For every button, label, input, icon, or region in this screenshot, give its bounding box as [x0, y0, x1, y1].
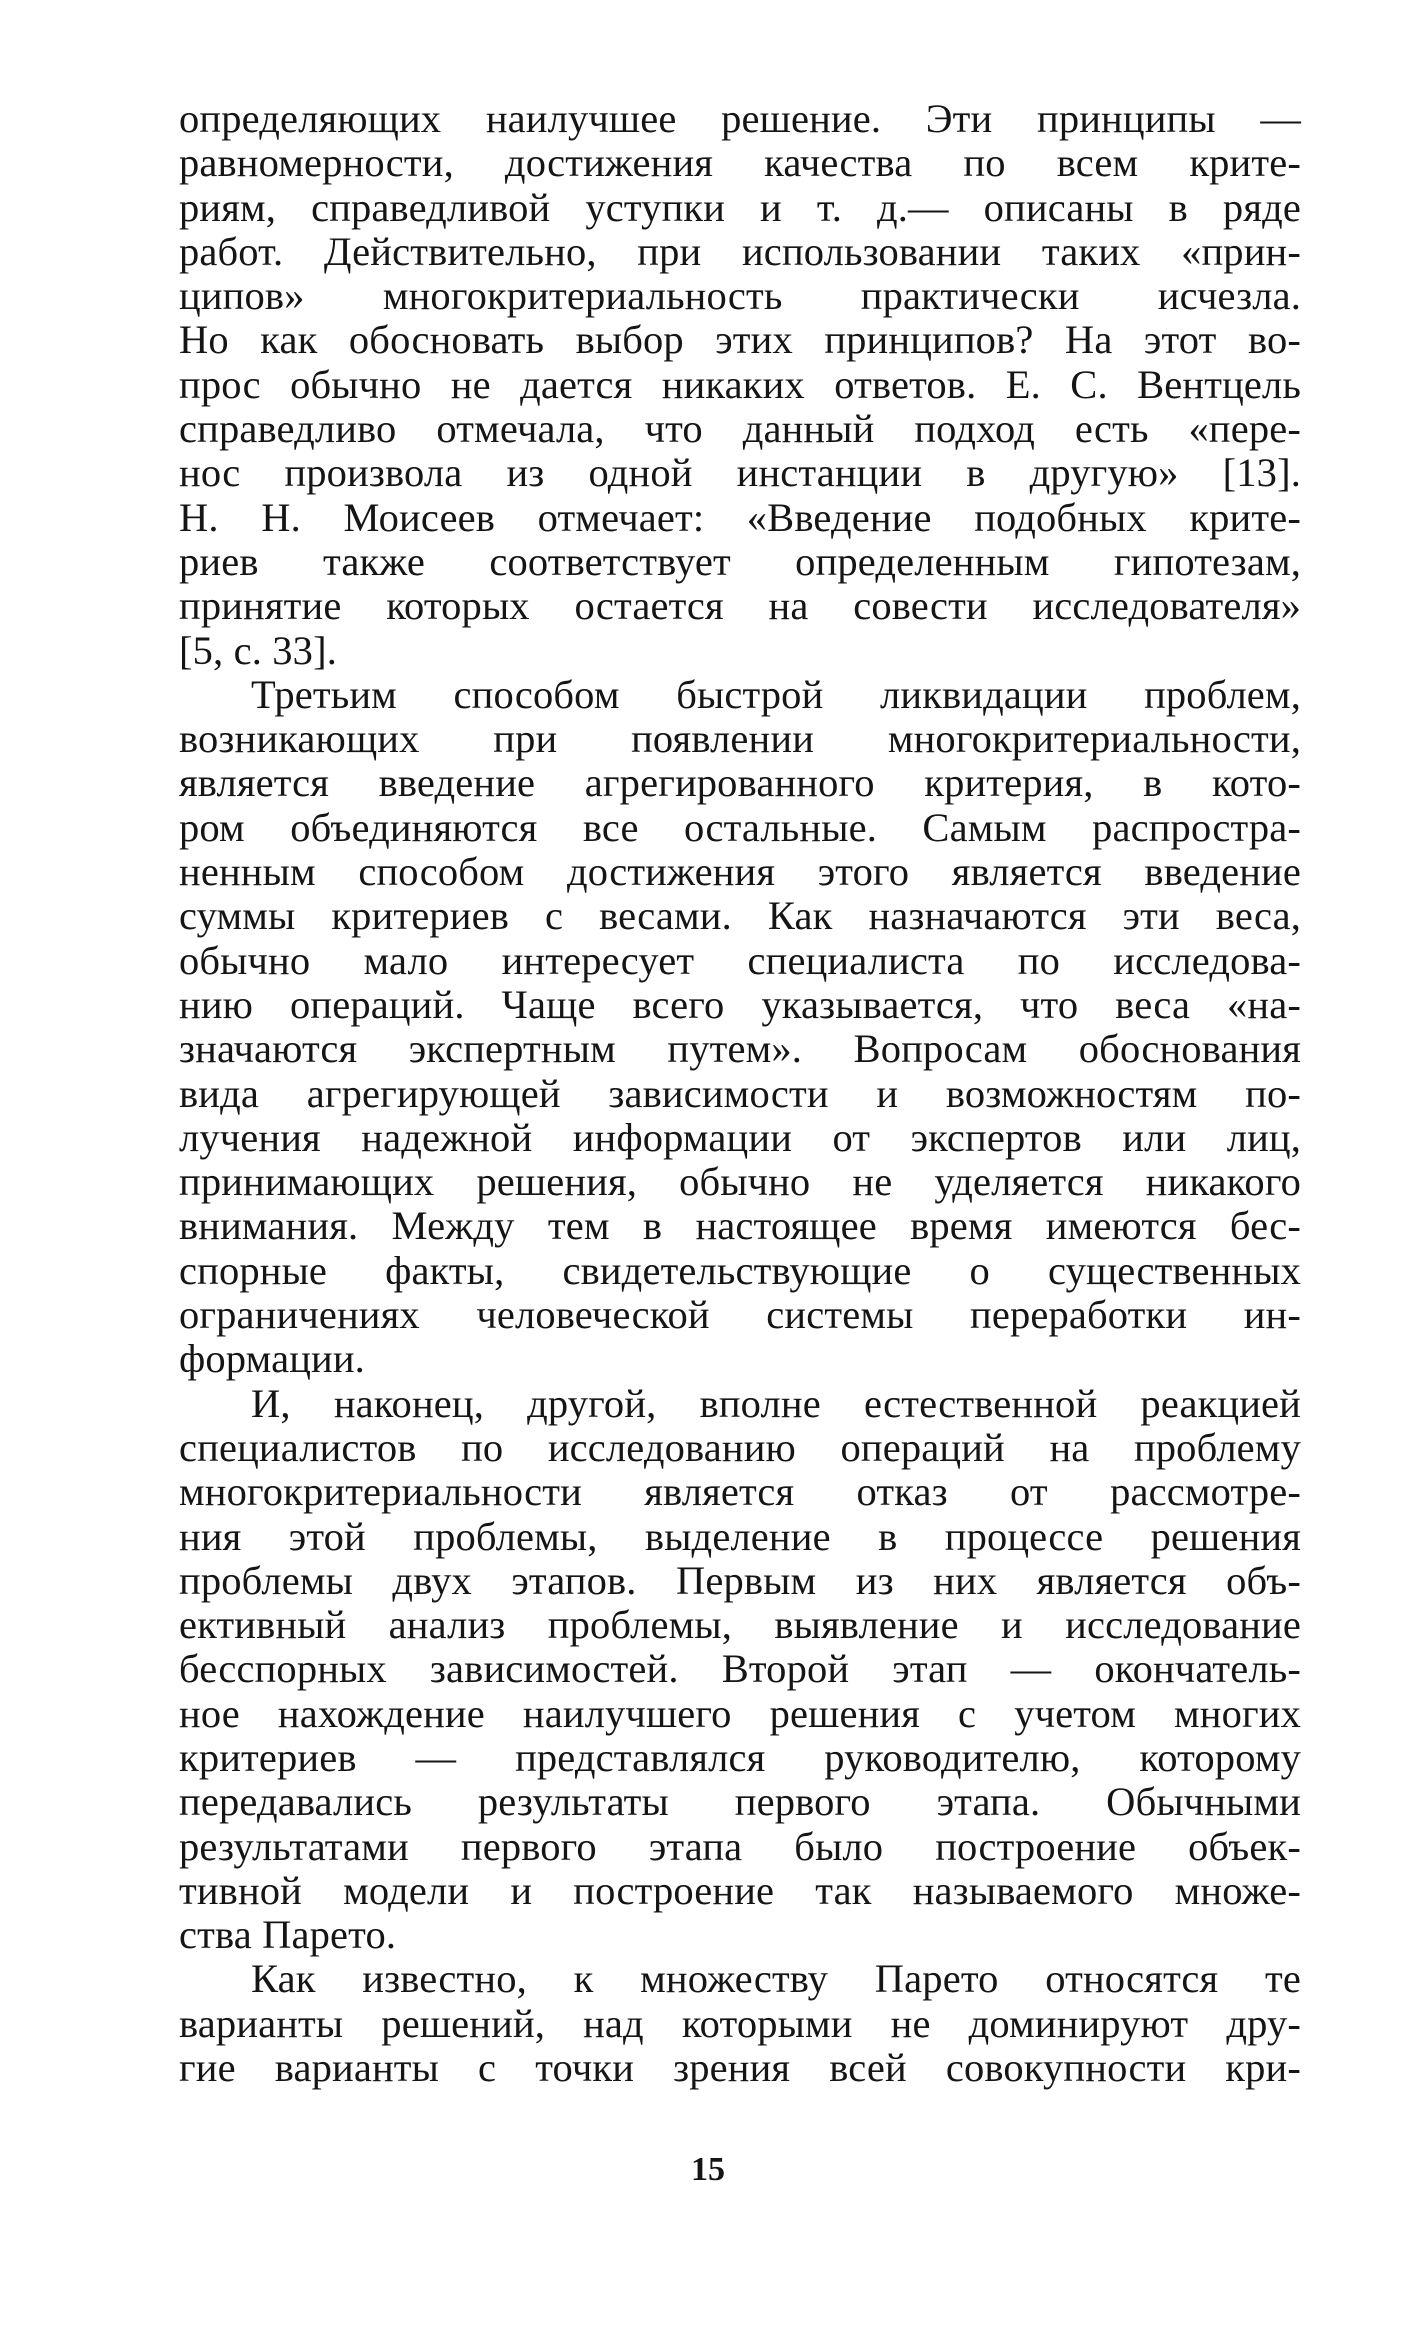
- paragraph-3: [179, 1382, 1301, 1958]
- text-line: ненным способом достижения этого является введение: [179, 849, 1301, 895]
- text-line: нию операций. Чаще всего указывается, что веса «на-: [179, 981, 1301, 1027]
- text-line: многокритериальности является отказ от рассмотре-: [179, 1469, 1301, 1515]
- page-body: [179, 97, 1301, 2090]
- text-line: результатами первого этапа было построение объек-: [179, 1823, 1301, 1869]
- text-line: ром объединяются все остальные. Самым распростра-: [179, 804, 1301, 850]
- text-line: Как известно, к множеству Парето относятся те: [251, 1956, 1301, 2002]
- text-line: Но как обосновать выбор этих принципов? На этот во-: [179, 317, 1301, 363]
- text-line: суммы критериев с весами. Как назначаются эти веса,: [179, 893, 1301, 939]
- paragraph-4: [179, 1957, 1301, 2090]
- text-line: спорные факты, свидетельствующие о существенных: [179, 1247, 1301, 1293]
- text-line: возникающих при появлении многокритериальности,: [179, 716, 1301, 762]
- text-line: справедливо отмечала, что данный подход есть «пере-: [179, 406, 1301, 452]
- paragraph-2: [179, 673, 1301, 1382]
- text-line: ния этой проблемы, выделение в процессе решения: [179, 1513, 1301, 1559]
- text-line: ективный анализ проблемы, выявление и исследование: [179, 1602, 1301, 1648]
- text-line: ства Парето.: [179, 1912, 397, 1958]
- text-line: передавались результаты первого этапа. Обычными: [179, 1779, 1301, 1825]
- text-line: [5, с. 33].: [179, 627, 337, 673]
- text-line: формации.: [179, 1336, 365, 1382]
- text-line: обычно мало интересует специалиста по исследова-: [179, 937, 1301, 983]
- text-line: И, наконец, другой, вполне естественной реакцией: [251, 1380, 1301, 1426]
- text-line: ципов» многокритериальность практически исчезла.: [179, 273, 1301, 319]
- text-line: критериев — представлялся руководителю, которому: [179, 1734, 1301, 1780]
- text-line: Н. Н. Моисеев отмечает: «Введение подобных крите-: [179, 494, 1301, 540]
- text-line: значаются экспертным путем». Вопросам обоснования: [179, 1026, 1301, 1072]
- page-number: 15: [691, 2151, 725, 2188]
- text-line: является введение агрегированного критерия, в кото-: [179, 760, 1301, 806]
- text-line: тивной модели и построение так называемого множе-: [179, 1867, 1301, 1913]
- text-line: бесспорных зависимостей. Второй этап — окончатель-: [179, 1646, 1301, 1692]
- text-line: принятие которых остается на совести исследователя»: [179, 583, 1301, 629]
- text-line: определяющих наилучшее решение. Эти принципы —: [179, 96, 1301, 141]
- text-line: принимающих решения, обычно не уделяется никакого: [179, 1159, 1301, 1205]
- text-line: Третьим способом быстрой ликвидации проблем,: [251, 671, 1301, 717]
- text-line: гие варианты с точки зрения всей совокупности кри-: [179, 2045, 1301, 2091]
- text-line: нос произвола из одной инстанции в другую» [13].: [179, 450, 1301, 496]
- text-line: прос обычно не дается никаких ответов. Е. С. Вентцель: [179, 361, 1301, 407]
- text-line: риям, справедливой уступки и т. д.— описаны в ряде: [179, 184, 1301, 230]
- text-line: равномерности, достижения качества по всем крите-: [179, 140, 1301, 186]
- text-line: ограничениях человеческой системы переработки ин-: [179, 1292, 1301, 1338]
- text-line: работ. Действительно, при использовании таких «прин-: [179, 228, 1301, 274]
- text-line: вида агрегирующей зависимости и возможностям по-: [179, 1070, 1301, 1116]
- text-line: риев также соответствует определенным гипотезам,: [179, 538, 1301, 584]
- text-line: варианты решений, над которыми не доминируют дру-: [179, 2000, 1301, 2046]
- text-line: лучения надежной информации от экспертов или лиц,: [179, 1114, 1301, 1160]
- text-line: специалистов по исследованию операций на проблему: [179, 1424, 1301, 1470]
- paragraph-1: [179, 97, 1301, 673]
- text-line: ное нахождение наилучшего решения с учетом многих: [179, 1690, 1301, 1736]
- text-line: проблемы двух этапов. Первым из них является объ-: [179, 1557, 1301, 1603]
- text-line: внимания. Между тем в настоящее время имеются бес-: [179, 1203, 1301, 1249]
